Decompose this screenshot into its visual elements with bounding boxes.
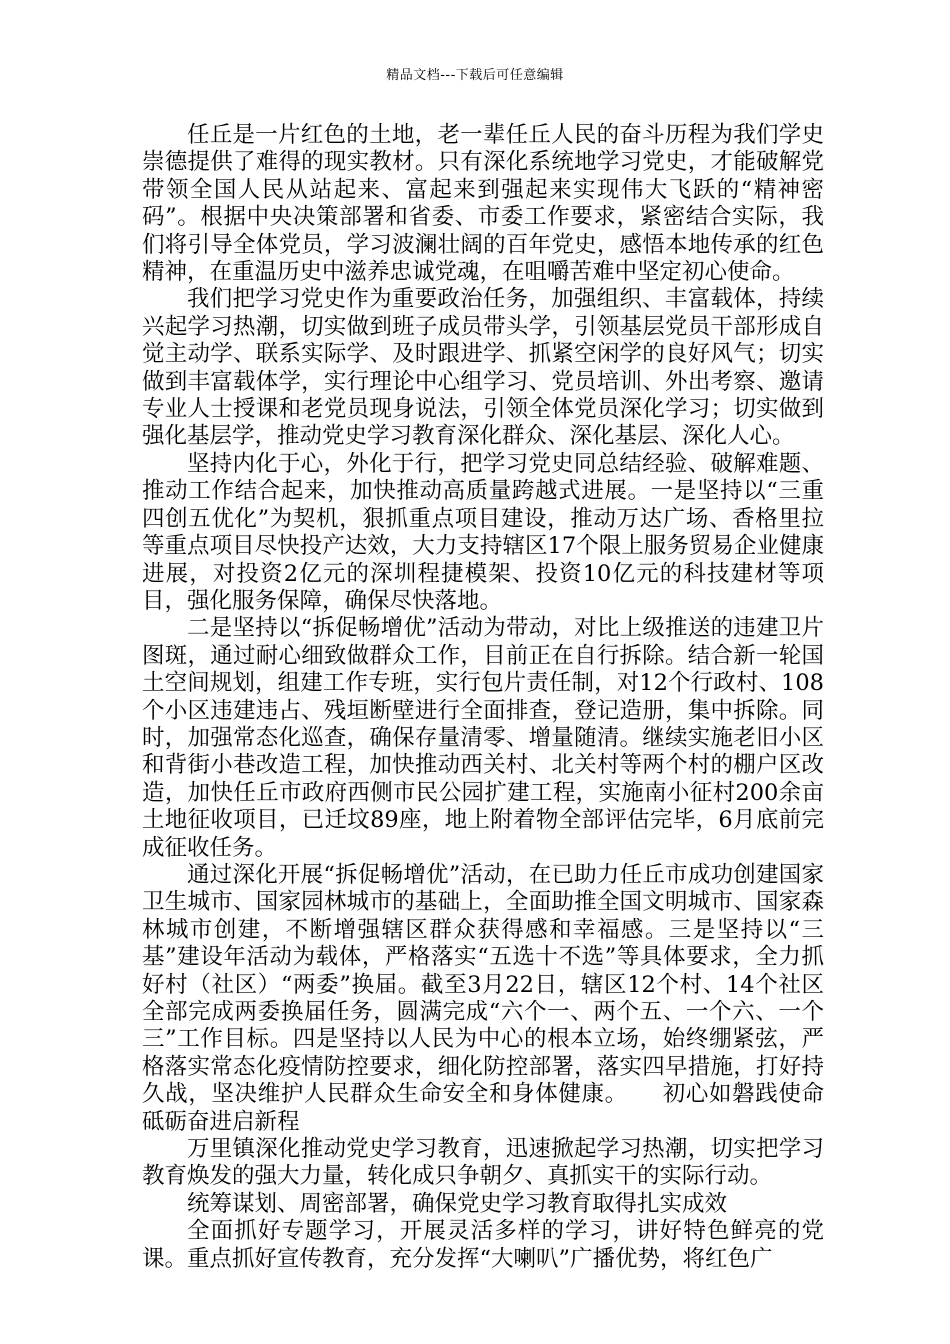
document-body bbox=[142, 122, 824, 1273]
paragraph-4: 二是坚持以“拆促畅增优”活动为带动，对比上级推送的违建卫片图斑，通过耐心细致做群众工作，目前正在自行拆除。结合新一轮国土空间规划，组建工作专班，实行包片责任制，对12个行政村、108个小区违建违占、残垣断壁进行全面排查，登记造册，集中拆除。同时，加强常态化巡查，确保存量清零、增量随清。继续实施老旧小区和背街小巷改造工程，加快推动西关村、北关村等两个村的棚户区改造，加快任丘市政府西侧市民公园扩建工程，实施南小征村200余亩土地征收项目，已迁坟89座，地上附着物全部评估完毕，6月底前完成征收任务。 bbox=[142, 615, 824, 861]
paragraph-2: 我们把学习党史作为重要政治任务，加强组织、丰富载体，持续兴起学习热潮，切实做到班子成员带头学，引领基层党员干部形成自觉主动学、联系实际学、及时跟进学、抓紧空闲学的良好风气；切实做到丰富载体学，实行理论中心组学习、党员培训、外出考察、邀请专业人士授课和老党员现身说法，引领全体党员深化学习；切实做到强化基层学，推动党史学习教育深化群众、深化基层、深化人心。 bbox=[142, 286, 824, 450]
paragraph-1: 任丘是一片红色的土地，老一辈任丘人民的奋斗历程为我们学史崇德提供了难得的现实教材。只有深化系统地学习党史，才能破解党带领全国人民从站起来、富起来到强起来实现伟大飞跃的“精神密码”。根据中央决策部署和省委、市委工作要求，紧密结合实际，我们将引导全体党员，学习波澜壮阔的百年党史，感悟本地传承的红色精神，在重温历史中滋养忠诚党魂，在咀嚼苦难中坚定初心使命。 bbox=[142, 122, 824, 286]
paragraph-7: 统筹谋划、周密部署，确保党史学习教育取得扎实成效 bbox=[187, 1190, 728, 1217]
page-header: 精品文档---下载后可任意编辑 bbox=[386, 68, 564, 83]
paragraph-5: 通过深化开展“拆促畅增优”活动，在已助力任丘市成功创建国家卫生城市、国家园林城市的基础上，全面助推全国文明城市、国家森林城市创建，不断增强辖区群众获得感和幸福感。三是坚持以“三基”建设年活动为载体，严格落实“五选十不选”等具体要求，全力抓好村（社区）“两委”换届。截至3月22日，辖区12个村、14个社区全部完成两委换届任务，圆满完成“六个一、两个五、一个六、一个三”工作目标。四是坚持以人民为中心的根本立场，始终绷紧弦，严格落实常态化疫情防控要求，细化防控部署，落实四早措施，打好持久战，坚决维护人民群众生命安全和身体健康。 初心如磐践使命 砥砺奋进启新程 bbox=[142, 861, 824, 1135]
paragraph-6: 万里镇深化推动党史学习教育，迅速掀起学习热潮，切实把学习教育焕发的强大力量，转化成只争朝夕、真抓实干的实际行动。 bbox=[142, 1136, 824, 1190]
paragraph-3: 坚持内化于心，外化于行，把学习党史同总结经验、破解难题、推动工作结合起来，加快推动高质量跨越式进展。一是坚持以“三重四创五优化”为契机，狠抓重点项目建设，推动万达广场、香格里拉等重点项目尽快投产达效，大力支持辖区17个限上服务贸易企业健康进展，对投资2亿元的深圳程捷模架、投资10亿元的科技建材等项目，强化服务保障，确保尽快落地。 bbox=[142, 450, 824, 614]
paragraph-8: 全面抓好专题学习，开展灵活多样的学习，讲好特色鲜亮的党课。重点抓好宣传教育，充分发挥“大喇叭”广播优势，将红色广 bbox=[142, 1218, 824, 1272]
